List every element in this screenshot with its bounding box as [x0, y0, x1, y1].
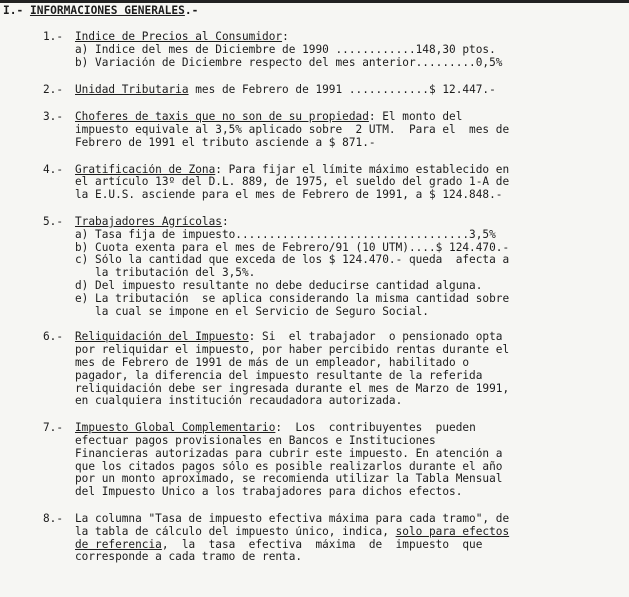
item-title: Choferes de taxis que no son de su propiedad	[75, 111, 369, 124]
section-suffix: .-	[184, 4, 199, 17]
line: c) Sólo la cantidad que exceda de los $ 124.470.- queda afecta a	[75, 254, 510, 267]
line: b) Cuota exenta para el mes de Febrero/91 (10 UTM)....$ 124.470.-	[75, 241, 510, 254]
item-number: 3.-	[43, 110, 64, 124]
item-2-unidad-tributaria: 2.- Unidad Tributaria mes de Febrero de 1991 ............$ 12.447.-	[43, 83, 496, 97]
item-number: 5.-	[43, 214, 64, 228]
item-number: 1.-	[43, 30, 64, 43]
item-title: Impuesto Global Complementario	[75, 422, 276, 435]
line: el artículo 13º del D.L. 889, de 1975, el sueldo del grado 1-A de	[75, 176, 510, 189]
line: la E.U.S. asciende para el mes de Febrero de 1991, a $ 124.848.-	[75, 189, 503, 202]
item-title: Unidad Tributaria	[75, 84, 189, 97]
item-8-columna-tasa: 8.- La columna "Tasa de impuesto efectiva máxima para cada tramo", de la tabla de cálculo del impuesto único, indica, solo para efectos de referencia, la tasa efectiva máxima de impuesto que corresponde a cada tramo de renta.	[3, 513, 625, 564]
line: reliquidación debe ser ingresada durante el mes de Marzo de 1991,	[75, 382, 510, 395]
line: del Impuesto Unico a los trabajadores para dichos efectos.	[75, 486, 463, 499]
item-1-precios: 1.- Indice de Precios al Consumidor: a) Indice del mes de Diciembre de 1990 ............148,30 ptos. b) Variación de Diciembre respecto del mes anterior.........0,5%	[3, 31, 625, 69]
section-number: I.-	[3, 4, 24, 17]
item-5-trabajadores-agricolas: 5.- Trabajadores Agrícolas: a) Tasa fija de impuesto...................................3,5% b) Cuota exenta para el mes de Febrero/91 (10 UTM)....$ 124.470.- c) Sólo la cantidad que exceda de los $ 124.470.- queda afecta a la tributación del 3,5%. d) Del impuesto resultante no debe deducirse cantidad alguna. e) La tributación se aplica considerando la misma cantidad sobre la cual se impone en el Servicio de Seguro Social.	[3, 216, 625, 318]
section-title: INFORMACIONES GENERALES	[29, 4, 185, 17]
line: mes de Febrero de 1991 de más de un empleador, habilitado o	[75, 356, 470, 369]
item-4-gratificacion: 4.- Gratificación de Zona: Para fijar el límite máximo establecido en el artículo 13º del D.L. 889, de 1975, el sueldo del grado 1-A de la E.U.S. asciende para el mes de Febrero de 1991, a $ 124.848.-	[3, 164, 625, 202]
line: la tributación del 3,5%.	[75, 267, 256, 280]
item-title: Reliquidación del Impuesto	[75, 331, 249, 344]
line: por reliquidar el impuesto, por haber percibido rentas durante el	[75, 344, 510, 357]
line: Financieras autorizadas para cubrir este impuesto. En atención a	[75, 447, 503, 460]
line: a) Indice del mes de Diciembre de 1990 ............148,30 ptos.	[75, 43, 496, 56]
item-number: 7.-	[43, 421, 64, 435]
line: la cual se impone en el Servicio de Seguro Social.	[75, 305, 429, 318]
line: corresponde a cada tramo de renta.	[75, 551, 303, 564]
line: Febrero de 1991 el tributo asciende a $ 871.-	[75, 136, 376, 149]
line: impuesto equivale al 3,5% aplicado sobre 2 UTM. Para el mes de	[75, 123, 510, 136]
line: d) Del impuesto resultante no debe deducirse cantidad alguna.	[75, 279, 483, 292]
section-heading	[3, 4, 625, 17]
line: e) La tributación se aplica considerando la misma cantidad sobre	[75, 292, 510, 305]
line: b) Variación de Diciembre respecto del mes anterior.........0,5%	[75, 56, 503, 69]
item-3-choferes: 3.- Choferes de taxis que no son de su propiedad: El monto del impuesto equivale al 3,5% aplicado sobre 2 UTM. Para el mes de Febrero de 1991 el tributo asciende a $ 871.-	[3, 111, 625, 149]
item-6-reliquidacion: 6.- Reliquidación del Impuesto: Si el trabajador o pensionado opta por reliquidar el impuesto, por haber percibido rentas durante el mes de Febrero de 1991 de más de un empleador, habilitado o pagador, la diferencia del impuesto resultante de la referida reliquidación debe ser ingresada durante el mes de Marzo de 1991, en cualquiera institución recaudadora autorizada.	[3, 331, 625, 408]
document-page	[3, 4, 625, 564]
item-number: 4.-	[43, 162, 64, 176]
underlined-phrase: de referencia	[75, 538, 162, 551]
line: La columna "Tasa de impuesto efectiva máxima para cada tramo", de	[75, 512, 510, 525]
line: en cualquiera institución recaudadora autorizada.	[75, 395, 403, 408]
line: efectuar pagos provisionales en Bancos e Instituciones	[75, 434, 436, 447]
item-number: 6.-	[43, 330, 64, 344]
top-rule	[0, 0, 629, 3]
item-title: Trabajadores Agrícolas	[75, 215, 222, 228]
item-title: Gratificación de Zona	[75, 163, 216, 176]
item-number: 8.-	[43, 511, 64, 525]
line: que los citados pagos sólo es posible realizarlos durante el año	[75, 460, 503, 473]
line: a) Tasa fija de impuesto...................................3,5%	[75, 228, 496, 241]
line: por un monto aproximado, se recomienda utilizar la Tabla Mensual	[75, 473, 503, 486]
item-title: Indice de Precios al Consumidor	[75, 31, 283, 43]
item-7-global-complementario: 7.- Impuesto Global Complementario: Los contribuyentes pueden efectuar pagos provisionales en Bancos e Instituciones Financieras autorizadas para cubrir este impuesto. En atención a que los citados pagos sólo es posible realizarlos durante el año por un monto aproximado, se recomienda utilizar la Tabla Mensual del Impuesto Unico a los trabajadores para dichos efectos.	[3, 422, 625, 499]
item-number: 2.-	[43, 83, 64, 97]
underlined-phrase: solo para efectos	[395, 525, 510, 538]
line: pagador, la diferencia del impuesto resultante de la referida	[75, 369, 483, 382]
